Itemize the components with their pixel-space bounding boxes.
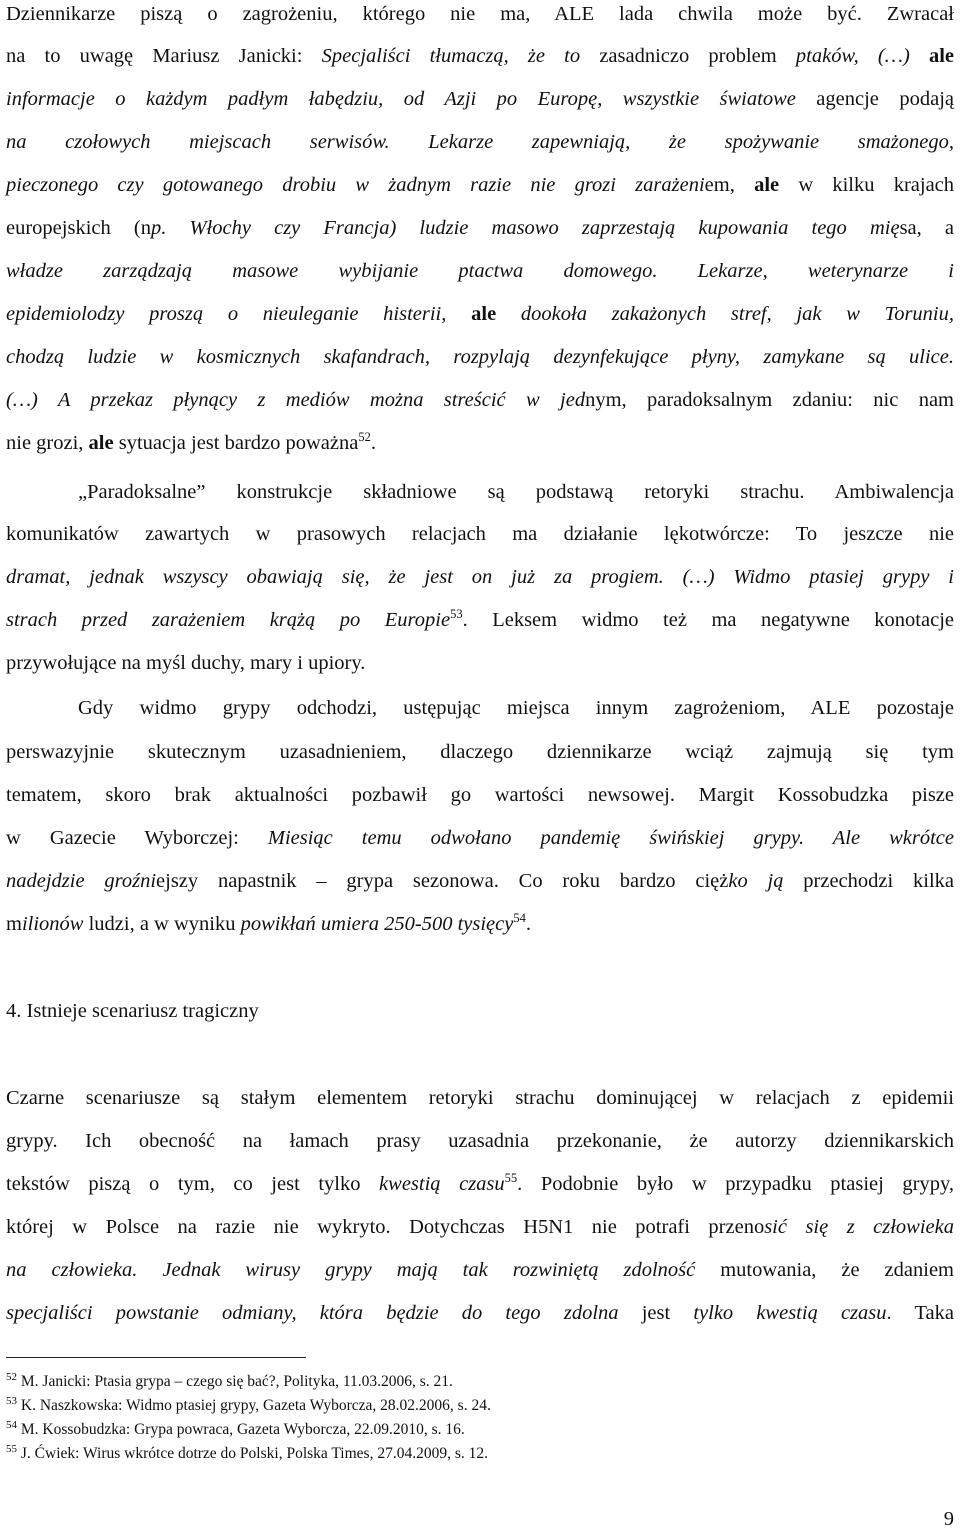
text-line: której w Polsce na razie nie wykryto. Dotychczas H5N1 nie potrafi przenosić się z człowieka [6, 1216, 954, 1238]
text-line: grypy. Ich obecność na łamach prasy uzasadnia przekonanie, że autorzy dziennikarskich [6, 1130, 954, 1152]
footnote: $^{54}$ M. Kossobudzka: Grypa powraca, Gazeta Wyborcza, 22.09.2010, s. 16. [6, 1419, 465, 1438]
text-line: nadejdzie groźniejszy napastnik – grypa sezonowa. Co roku bardzo ciężko ją przechodzi kilka [6, 870, 954, 892]
text-line: europejskich (np. Włochy czy Francja) ludzie masowo zaprzestają kupowania tego mięsa, a [6, 217, 955, 239]
footnote-number: 53 [6, 1395, 17, 1407]
footnote: $^{55}$ J. Ćwiek: Wirus wkrótce dotrze do Polski, Polska Times, 27.04.2009, s. 12. [6, 1443, 488, 1462]
text-line: pieczonego czy gotowanego drobiu w żadnym razie nie grozi zarażeniem, ale w kilku krajach [6, 174, 955, 196]
footnote: $^{53}$ K. Naszkowska: Widmo ptasiej grypy, Gazeta Wyborcza, 28.02.2006, s. 24. [6, 1395, 491, 1414]
section-heading: 4. Istnieje scenariusz tragiczny [6, 1000, 259, 1022]
text-line: informacje o każdym padłym łabędziu, od Azji po Europę, wszystkie światowe agencje podają [6, 88, 954, 110]
text-line: nie grozi, ale sytuacja jest bardzo poważna$^{52}$. [6, 430, 376, 454]
text-line: na człowieka. Jednak wirusy grypy mają tak rozwiniętą zdolność mutowania, że zdaniem [6, 1259, 954, 1281]
footnote-number: 55 [6, 1443, 17, 1455]
text-line: na czołowych miejscach serwisów. Lekarze zapewniają, że spożywanie smażonego, [6, 131, 954, 153]
text-line: komunikatów zawartych w prasowych relacjach ma działanie lękotwórcze: To jeszcze nie [6, 523, 954, 545]
text-line: „Paradoksalne” konstrukcje składniowe są podstawą retoryki strachu. Ambiwalencja [78, 481, 954, 503]
text-line: przywołujące na myśl duchy, mary i upiory. [6, 652, 366, 674]
text-line: Dziennikarze piszą o zagrożeniu, którego nie ma, ALE lada chwila może być. Zwracał [6, 3, 954, 25]
footnote-ref: 53 [450, 607, 463, 621]
text-line: (…) A przekaz płynący z mediów można streścić w jednym, paradoksalnym zdaniu: nic nam [6, 389, 954, 411]
text-line: Gdy widmo grypy odchodzi, ustępując miejsca innym zagrożeniom, ALE pozostaje [78, 697, 954, 719]
text-line: specjaliści powstanie odmiany, która będzie do tego zdolna jest tylko kwestią czasu. Taka [6, 1302, 955, 1324]
text-line: perswazyjnie skutecznym uzasadnieniem, dlaczego dziennikarze wciąż zajmują się tym [6, 741, 954, 763]
footnote-ref: 52 [358, 430, 371, 444]
footnote-separator [6, 1357, 306, 1358]
footnote-ref: 55 [504, 1171, 518, 1185]
text-line: władze zarządzają masowe wybijanie ptactwa domowego. Lekarze, weterynarze i [6, 260, 954, 282]
text-line: tematem, skoro brak aktualności pozbawił go wartości newsowej. Margit Kossobudzka pisze [6, 784, 954, 806]
footnote-ref: 54 [513, 911, 526, 925]
text-line: tekstów piszą o tym, co jest tylko kwestią czasu$^{55}$. Podobnie było w przypadku ptasiej grypy, [6, 1171, 954, 1195]
page-number: 9 [943, 1508, 954, 1530]
footnote-number: 52 [6, 1371, 17, 1383]
text-line: chodzą ludzie w kosmicznych skafandrach, rozpylają dezynfekujące płyny, zamykane są ulice. [6, 346, 954, 368]
text-line: strach przed zarażeniem krążą po Europie$^{53}$. Leksem widmo też ma negatywne konotacje [6, 607, 954, 631]
footnote-number: 54 [6, 1419, 17, 1431]
text-line: dramat, jednak wszyscy obawiają się, że jest on już za progiem. (…) Widmo ptasiej grypy i [6, 566, 954, 588]
text-line: na to uwagę Mariusz Janicki: Specjaliści tłumaczą, że to zasadniczo problem ptaków, (…) ale [6, 45, 955, 67]
text-line: w Gazecie Wyborczej: Miesiąc temu odwołano pandemię świńskiej grypy. Ale wkrótce [6, 827, 954, 849]
footnote: $^{52}$ M. Janicki: Ptasia grypa – czego się bać?, Polityka, 11.03.2006, s. 21. [6, 1371, 453, 1390]
text-line: epidemiolodzy proszą o nieuleganie histerii, ale dookoła zakażonych stref, jak w Toruniu, [6, 303, 954, 325]
text-line: Czarne scenariusze są stałym elementem retoryki strachu dominującej w relacjach z epidemii [6, 1087, 954, 1109]
text-line: milionów ludzi, a w wyniku powikłań umiera 250-500 tysięcy$^{54}$. [6, 911, 531, 935]
